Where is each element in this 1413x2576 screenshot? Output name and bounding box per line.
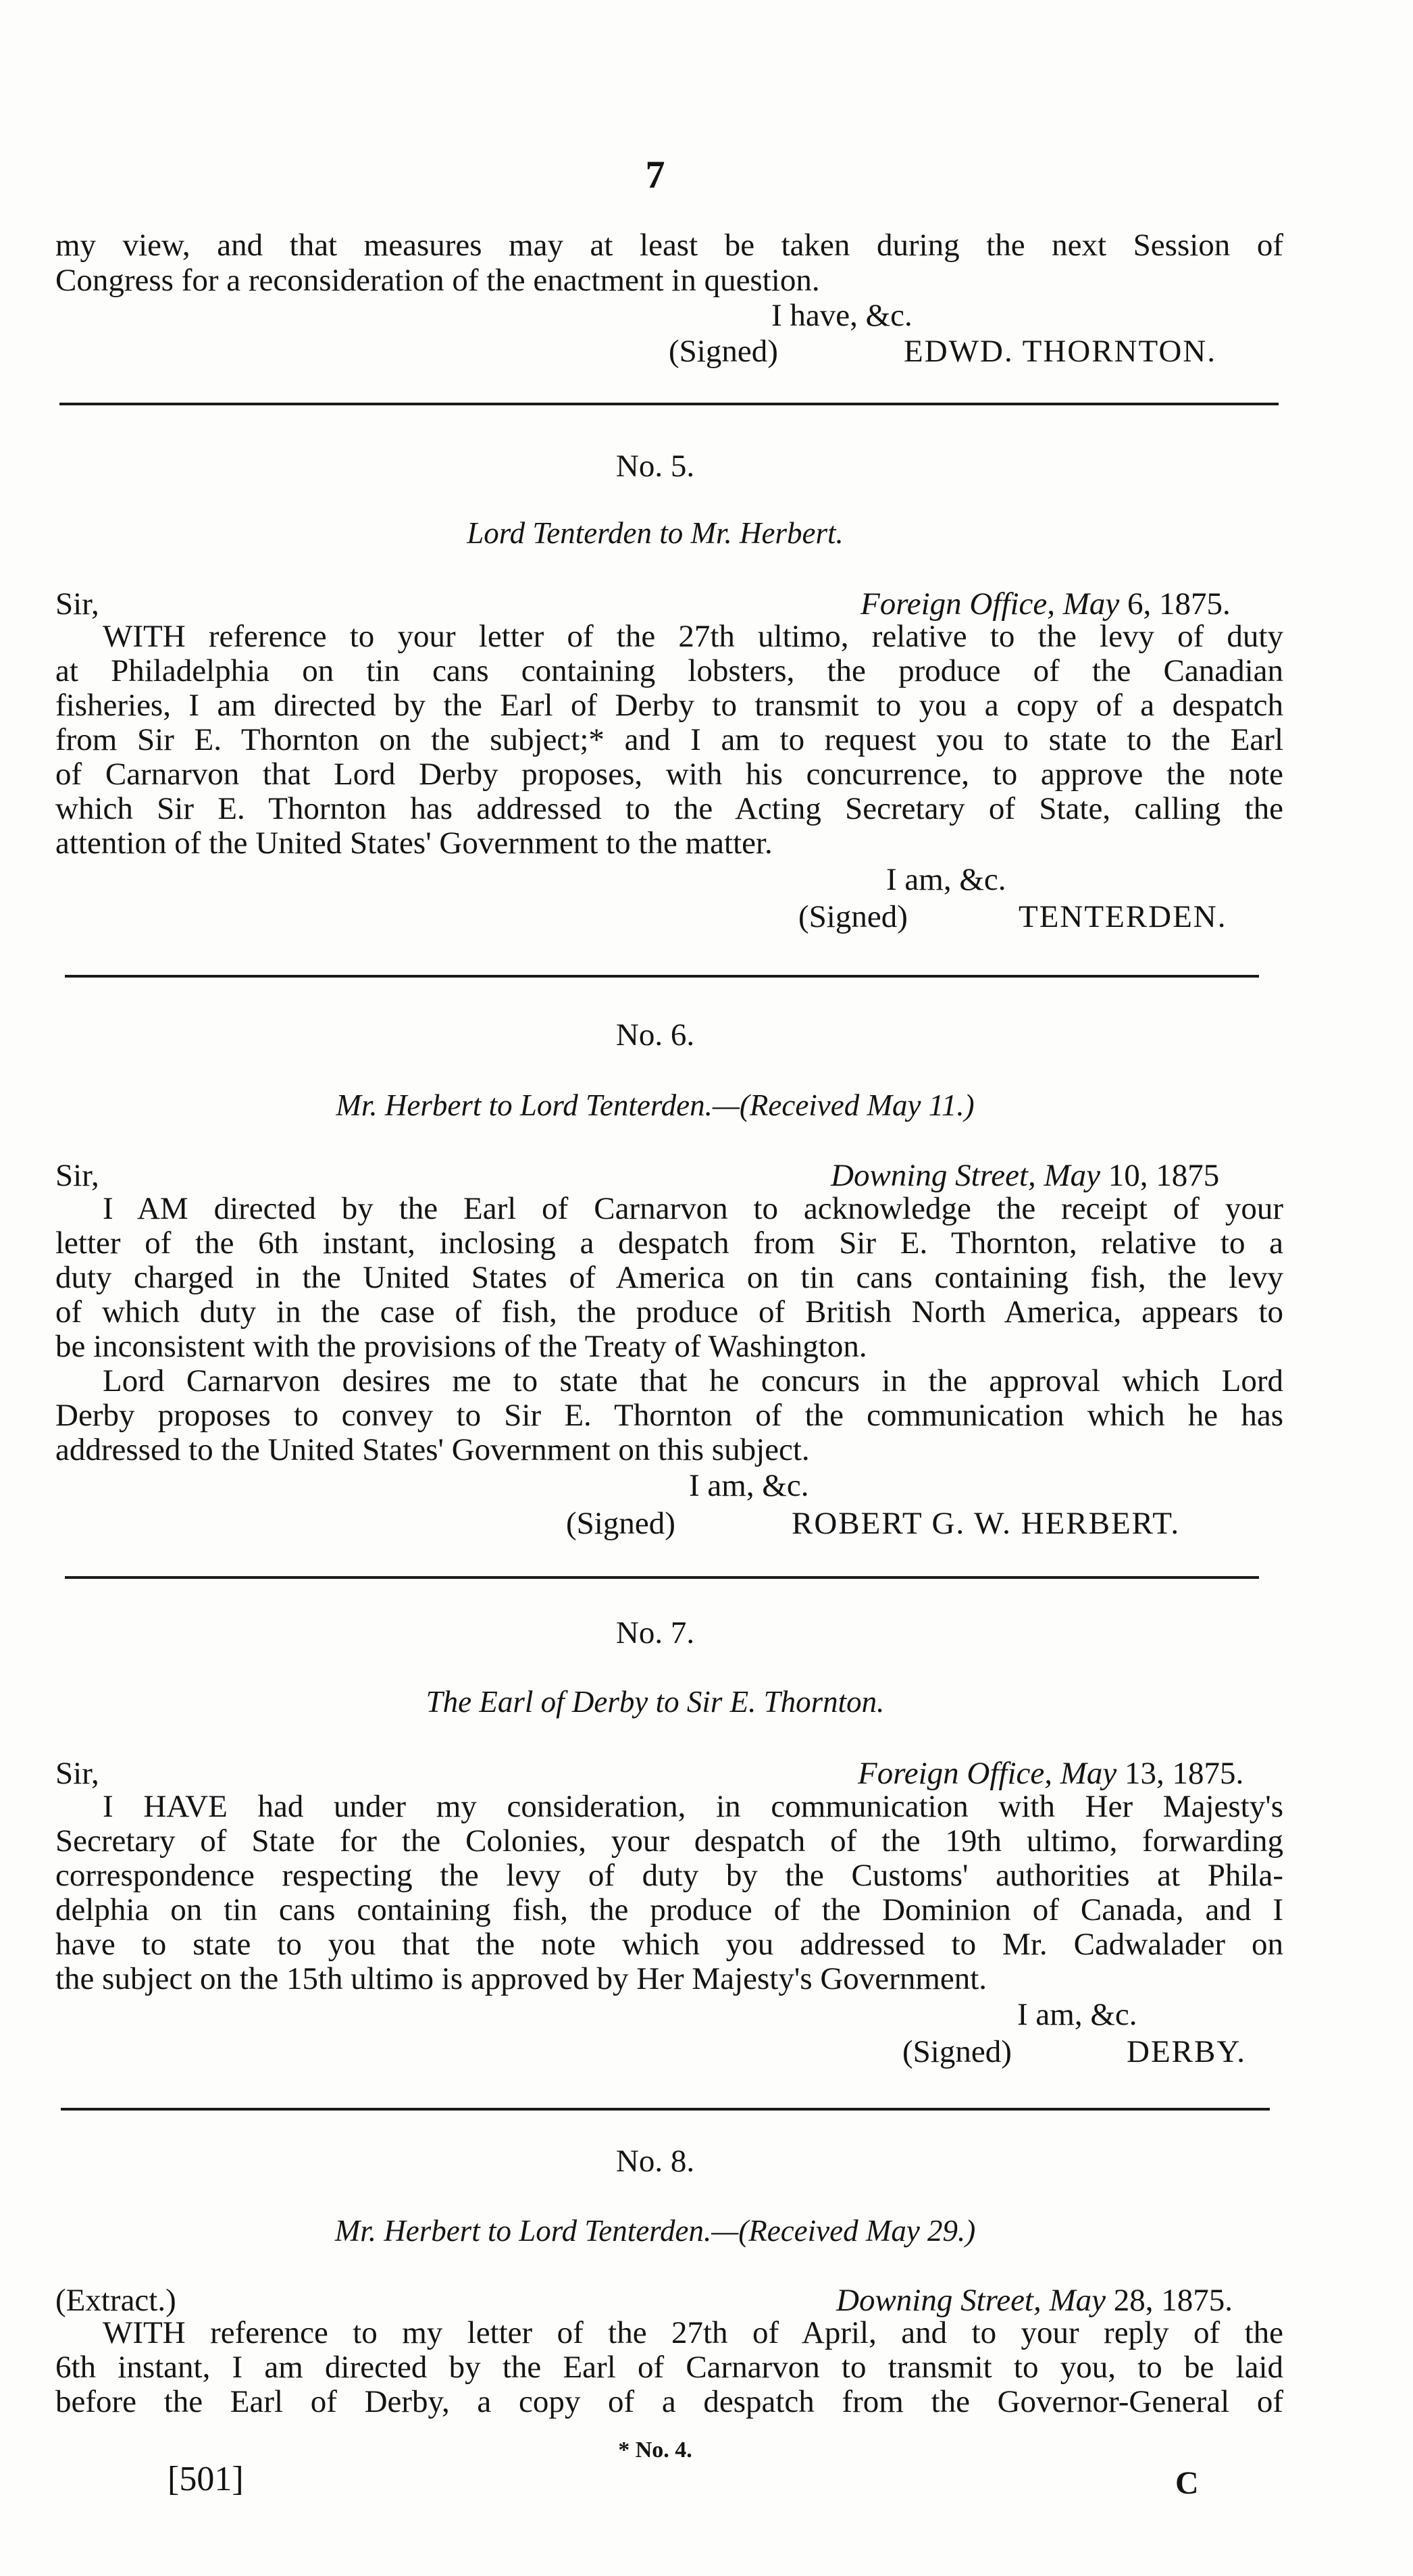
- page-number: 7: [645, 153, 665, 197]
- body-line: addressed to the United States' Government on this subject.: [55, 1432, 810, 1467]
- document-number: No. 6.: [615, 1017, 695, 1053]
- sheet-letter: C: [1175, 2465, 1199, 2501]
- section-divider: [65, 1576, 1259, 1579]
- body-line: from Sir E. Thornton on the subject;* and I am to request you to state to the Earl: [55, 722, 1283, 757]
- body-line: attention of the United States' Government to the matter.: [55, 826, 773, 861]
- body-line: Lord Carnarvon desires me to state that he concurs in the approval which Lord: [103, 1363, 1283, 1398]
- document-number: No. 8.: [615, 2144, 695, 2179]
- place: Downing Street,: [831, 1158, 1036, 1193]
- signature: TENTERDEN.: [1019, 899, 1227, 934]
- body-line: duty charged in the United States of America on tin cans containing fish, the levy: [55, 1260, 1283, 1295]
- body-line: be inconsistent with the provisions of the Treaty of Washington.: [55, 1329, 867, 1364]
- document-title: Mr. Herbert to Lord Tenterden.—(Received May 29.): [334, 2214, 976, 2248]
- closing: I have, &c.: [771, 298, 913, 333]
- date-month: May: [1044, 1158, 1100, 1193]
- document-number: No. 7.: [615, 1615, 695, 1650]
- extract-label: (Extract.): [55, 2283, 176, 2318]
- date-rest: 13, 1875.: [1125, 1756, 1244, 1791]
- signed-label: (Signed): [566, 1506, 675, 1541]
- date-rest: 10, 1875: [1108, 1158, 1220, 1193]
- date-rest: 28, 1875.: [1113, 2283, 1233, 2318]
- section-divider: [61, 2108, 1270, 2111]
- closing: I am, &c.: [886, 862, 1006, 897]
- body-line: letter of the 6th instant, inclosing a despatch from Sir E. Thornton, relative to a: [55, 1226, 1283, 1261]
- salutation: Sir,: [55, 1158, 99, 1193]
- body-line: Secretary of State for the Colonies, your despatch of the 19th ultimo, forwarding: [55, 1823, 1283, 1859]
- body-line: the subject on the 15th ultimo is approved by Her Majesty's Government.: [55, 1961, 987, 1996]
- closing: I am, &c.: [1017, 1997, 1137, 2032]
- signature: DERBY.: [1127, 2034, 1246, 2069]
- place: Foreign Office,: [860, 586, 1056, 622]
- body-line: which Sir E. Thornton has addressed to the Acting Secretary of State, calling the: [55, 791, 1283, 826]
- body-line: Derby proposes to convey to Sir E. Thornton of the communication which he has: [55, 1398, 1283, 1433]
- section-divider: [65, 975, 1259, 978]
- signature: ROBERT G. W. HERBERT.: [792, 1506, 1181, 1541]
- document-title: The Earl of Derby to Sir E. Thornton.: [426, 1685, 885, 1719]
- date-month: May: [1062, 586, 1120, 622]
- signed-label: (Signed): [669, 334, 778, 369]
- body-line: WITH reference to my letter of the 27th of April, and to your reply of the: [103, 2315, 1283, 2350]
- section-divider: [59, 403, 1279, 405]
- body-line: at Philadelphia on tin cans containing lobsters, the produce of the Canadian: [55, 653, 1283, 688]
- signature-mark: [501]: [168, 2460, 244, 2498]
- document-title: Mr. Herbert to Lord Tenterden.—(Received May 11.): [336, 1088, 975, 1122]
- body-line: fisheries, I am directed by the Earl of Derby to transmit to you a copy of a despatch: [55, 688, 1283, 723]
- body-line: WITH reference to your letter of the 27th ultimo, relative to the levy of duty: [103, 619, 1283, 654]
- body-line: before the Earl of Derby, a copy of a despatch from the Governor-General of: [55, 2384, 1283, 2419]
- body-line: delphia on tin cans containing fish, the produce of the Dominion of Canada, and I: [55, 1892, 1283, 1927]
- footnote: * No. 4.: [618, 2438, 692, 2463]
- date-rest: 6, 1875.: [1127, 586, 1231, 622]
- date-month: May: [1049, 2283, 1106, 2318]
- body-line: my view, and that measures may at least be taken during the next Session of: [55, 228, 1283, 263]
- body-line: of which duty in the case of fish, the produce of British North America, appears to: [55, 1294, 1283, 1330]
- signed-label: (Signed): [798, 899, 908, 934]
- body-line: have to state to you that the note which you addressed to Mr. Cadwalader on: [55, 1927, 1283, 1962]
- salutation: Sir,: [55, 586, 99, 622]
- body-line: correspondence respecting the levy of duty by the Customs' authorities at Phila-: [55, 1858, 1283, 1893]
- dateline: [858, 1755, 1243, 1792]
- body-line: 6th instant, I am directed by the Earl of Carnarvon to transmit to you, to be laid: [55, 2350, 1283, 2385]
- place: Downing Street,: [836, 2283, 1042, 2318]
- salutation: Sir,: [55, 1756, 99, 1791]
- dateline: [860, 586, 1231, 622]
- dateline: [836, 2282, 1233, 2319]
- signed-label: (Signed): [902, 2034, 1012, 2069]
- place: Foreign Office,: [858, 1756, 1053, 1791]
- body-line: Congress for a reconsideration of the enactment in question.: [55, 263, 820, 298]
- signature: EDWD. THORNTON.: [904, 334, 1216, 369]
- body-line: I HAVE had under my consideration, in communication with Her Majesty's: [103, 1789, 1283, 1824]
- closing: I am, &c.: [689, 1468, 809, 1503]
- body-line: I AM directed by the Earl of Carnarvon to acknowledge the receipt of your: [103, 1191, 1283, 1226]
- body-line: of Carnarvon that Lord Derby proposes, with his concurrence, to approve the note: [55, 757, 1283, 792]
- document-number: No. 5.: [615, 449, 695, 484]
- document-title: Lord Tenterden to Mr. Herbert.: [467, 516, 844, 550]
- date-month: May: [1060, 1756, 1117, 1791]
- dateline: [831, 1157, 1219, 1194]
